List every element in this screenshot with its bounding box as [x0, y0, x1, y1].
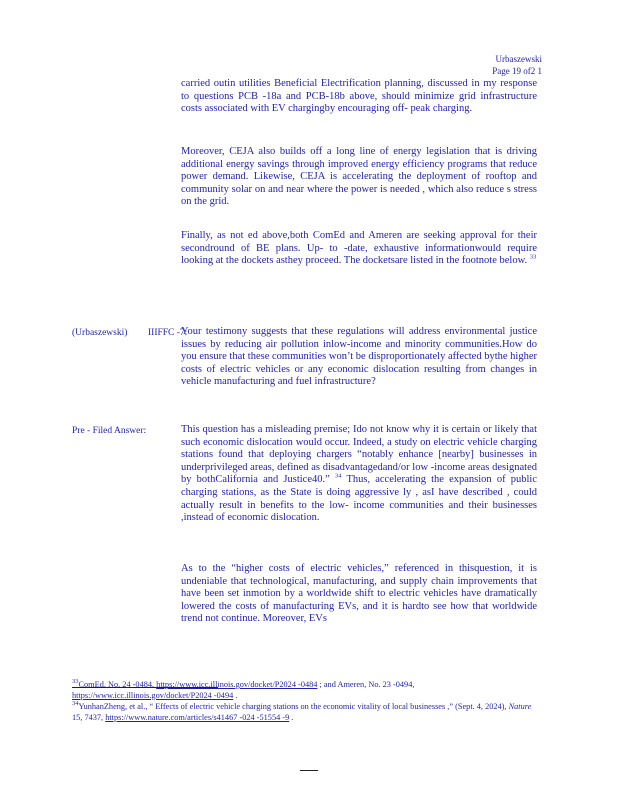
answer-paragraph-1-part-a: This question has a misleading premise; Ido not know why it is certain or likely that such economic dislocation would occur. Indeed, a study on electric vehicle charging stations found that deploying chargers “notably enhance [nearby] businesses in underprivileged areas, defined as disadvantagedand/or low -income areas designated by bothCalifornia and Justice40.”	[181, 424, 537, 486]
footnote-text: 15, 7437,	[72, 713, 106, 722]
footnote-text: ; and Ameren, No. 23 -0494,	[317, 680, 415, 689]
continuation-paragraph-2: Moreover, CEJA also builds off a long line of energy legislation that is driving additional energy savings through improved energy efficiency programs that reduce power demand. Likewise, CEJA is accelerating the deployment of rooftop and community solar on and near where the power is needed , which also reduce s stress on the grid.	[181, 146, 537, 208]
footnote-ref-33[interactable]: 33	[529, 253, 537, 261]
footnote-text: ComEd, No. 24 -0484,	[78, 680, 157, 689]
witness-label: (Urbaszewski)	[72, 328, 128, 338]
footnote-ref-34[interactable]: 34	[334, 472, 342, 480]
docket-link-ameren[interactable]: https://www.icc.illinois.gov/docket/P2024 -0494	[72, 691, 234, 700]
header-name: Urbaszewski	[495, 54, 542, 64]
question-id: IIIFFC -7:	[148, 328, 188, 338]
footnote-number: 33	[72, 678, 79, 686]
answer-label: Pre - Filed Answer:	[72, 426, 147, 436]
footnote-text: .	[289, 713, 294, 722]
footnote-text: .	[233, 691, 238, 700]
answer-paragraph-1-part-b: Thus, accelerating the expansion of public charging stations, as the State is doing aggressive ly , asI have described , could actually result in benefits to the low- income communities and their businesses ,instead of economic dislocation.	[181, 474, 538, 524]
footnote-34	[72, 701, 542, 723]
continuation-paragraph-1: carried outin utilities Beneficial Electrification planning, discussed in my response to questions PCB -18a and PCB-18b above, should minimize grid infrastructure costs associated with EV chargingby encouraging off- peak charging.	[181, 78, 537, 115]
nature-article-link[interactable]: https://www.nature.com/articles/s41467 -024 -51554 -9	[105, 713, 290, 722]
header-page-number: Page 19 of2 1	[492, 66, 542, 76]
footnote-text: YunhanZheng, et al., “ Effects of electric vehicle charging stations on the economic vitality of local businesses ,” (Sept. 4, 2024),	[78, 702, 509, 711]
footnote-number: 34	[72, 700, 79, 708]
question-text: Your testimony suggests that these regulations will address environmental justice issues by reducing air pollution inlow-income and minority communities.How do you ensure that these communities won’t be disproportionately affected bythe higher costs of electric vehicles or any economic dislocation resulting from changes in vehicle manufacturing and fuel infrastructure?	[181, 326, 537, 388]
continuation-paragraph-3-text: Finally, as not ed above,both ComEd and Ameren are seeking approval for their secondround of BE plans. Up- to -date, exhaustive informationwould require looking at the dockets asthey proceed. The docketsare listed in the footnote below.	[181, 230, 537, 267]
journal-name: Nature	[508, 702, 532, 711]
docket-link-comed[interactable]: https://www.icc.illinois.gov/docket/P2024 -0484	[156, 680, 318, 689]
continuation-paragraph-3	[181, 230, 537, 268]
page-header	[492, 53, 542, 77]
answer-paragraph-1	[181, 424, 537, 525]
answer-paragraph-2: As to the “higher costs of electric vehicles,” referenced in thisquestion, it is undeniable that technological, manufacturing, and supply chain improvements that have been set inmotion by a worldwide shift to electric vehicles have dramatically lowered the costs of manufacturing EVs, and it is hardto see how that worldwide trend not continue. Moreover, EVs	[181, 563, 537, 625]
footnote-33	[72, 679, 542, 701]
page-footer-mark	[300, 770, 318, 771]
